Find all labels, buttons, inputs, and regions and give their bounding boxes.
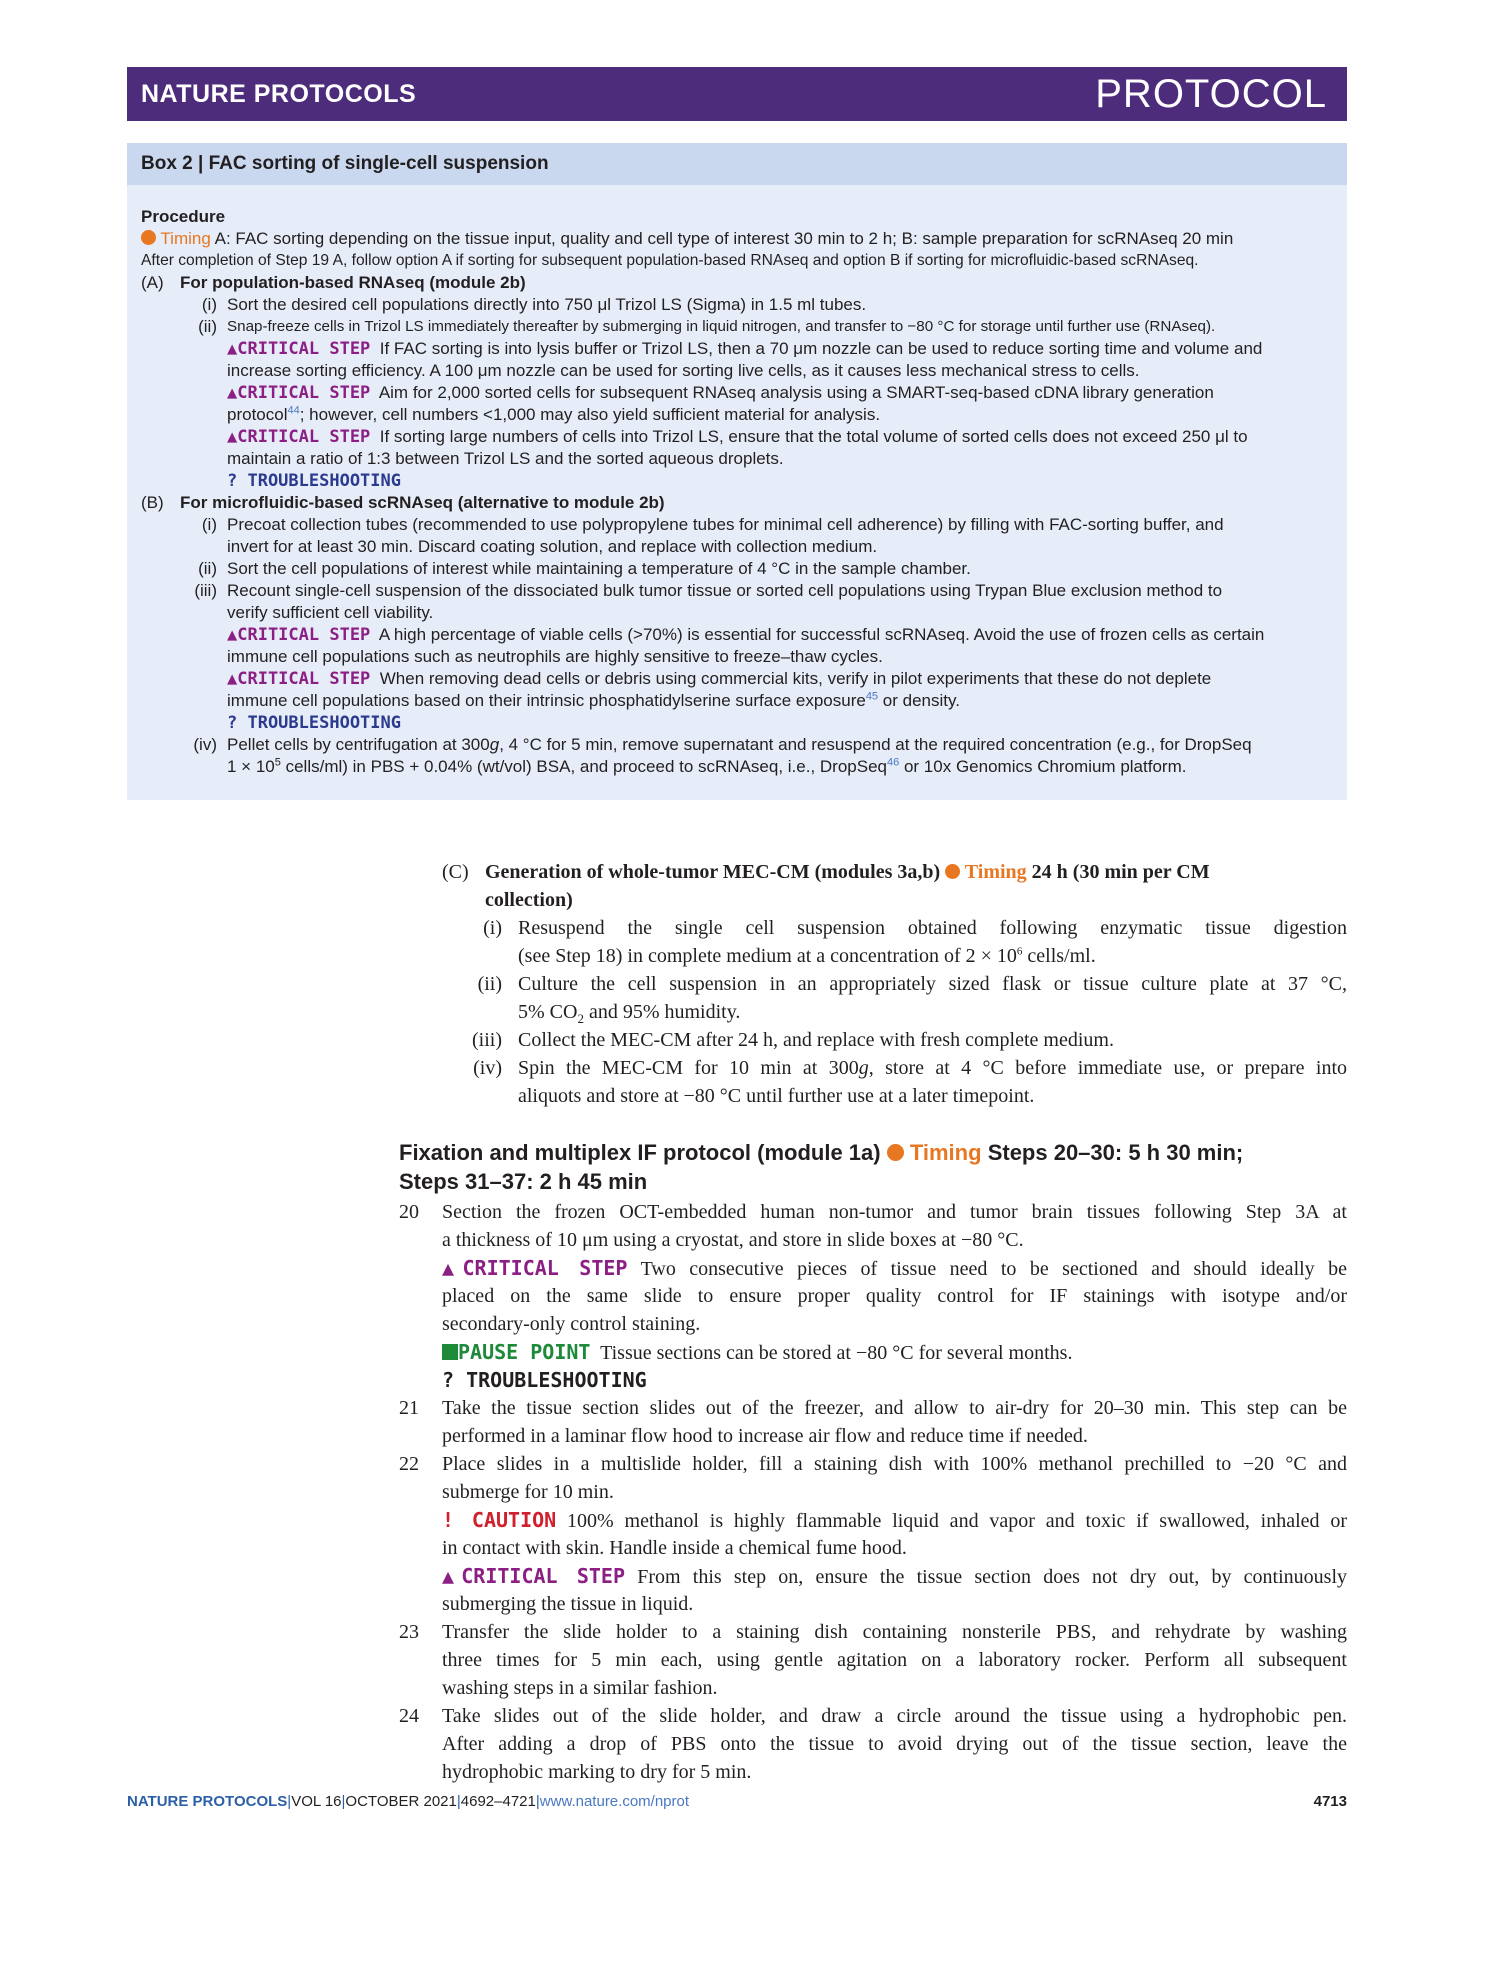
timing-text: A: FAC sorting depending on the tissue input, quality and cell type of interest 30 min to 2 h; B: sample preparation for scRNAseq 20 min xyxy=(214,229,1234,248)
text-segment: (C) xyxy=(442,861,469,883)
step-number: (iv) xyxy=(473,1057,502,1079)
critical-text: immune cell populations such as neutrophils are highly sensitive to freeze–thaw cycles. xyxy=(227,647,883,666)
critical-text: If FAC sorting is into lysis buffer or Trizol LS, then a 70 μm nozzle can be used to reduce sorting time and volume and xyxy=(379,339,1263,358)
step-number: 20 xyxy=(399,1201,419,1223)
box-timing-line xyxy=(141,228,1233,250)
fixation-heading-cont: Steps 31–37: 2 h 45 min xyxy=(399,1169,648,1194)
reference-link[interactable]: 46 xyxy=(887,756,900,769)
timing-dot-icon xyxy=(887,1144,904,1161)
caution-label: ! CAUTION xyxy=(442,1508,557,1532)
box-body xyxy=(127,185,1347,800)
reference-link[interactable]: 44 xyxy=(287,404,300,417)
critical-text: increase sorting efficiency. A 100 μm nozzle can be used for sorting live cells, as it causes less mechanical stress to cells. xyxy=(227,361,1140,380)
critical-text: Two consecutive pieces of tissue need to be sectioned and should ideally be xyxy=(640,1258,1348,1280)
text-segment: protocol xyxy=(227,405,288,424)
step-21-text: Take the tissue section slides out of the freezer, and allow to air-dry for 20–30 min. This step can be xyxy=(442,1397,1347,1419)
troubleshooting-link[interactable]: ? TROUBLESHOOTING xyxy=(442,1368,647,1392)
section-c-title-cont: collection) xyxy=(485,889,573,911)
critical-text xyxy=(227,404,880,426)
section-c-title xyxy=(485,858,1347,886)
text-segment: (see Step 18) in complete medium at a concentration of 2 × 10 xyxy=(518,945,1017,967)
text-segment: Fixation and multiplex IF protocol (module 1a) xyxy=(399,1140,881,1165)
article-type: PROTOCOL xyxy=(1095,72,1327,116)
box-title: Box 2 | FAC sorting of single-cell suspension xyxy=(141,153,549,174)
critical-text: A high percentage of viable cells (>70%) is essential for successful scRNAseq. Avoid the use of frozen cells as certain xyxy=(378,625,1265,644)
section-c-label xyxy=(442,858,469,886)
critical-text: placed on the same slide to ensure proper quality control for IF stainings with isotype and/or xyxy=(442,1285,1347,1307)
box-intro: After completion of Step 19 A, follow option A if sorting for subsequent population-based RNAseq and option B if sorting for microfluidic-based scRNAseq. xyxy=(141,252,1199,269)
option-b-step-iii-cont: verify sufficient cell viability. xyxy=(227,603,434,622)
critical-step-note xyxy=(227,668,1211,690)
timing-dot-icon xyxy=(141,230,156,245)
pause-text: Tissue sections can be stored at −80 °C for several months. xyxy=(600,1342,1073,1364)
step-24-text-cont: hydrophobic marking to dry for 5 min. xyxy=(442,1761,752,1783)
footer-volume: VOL 16 xyxy=(291,1793,342,1810)
step-23-text-cont: washing steps in a similar fashion. xyxy=(442,1677,718,1699)
footer-separator: | xyxy=(535,1793,540,1810)
step-24-text: Take slides out of the slide holder, and draw a circle around the tissue using a hydrophobic pen. xyxy=(442,1705,1347,1727)
fixation-heading xyxy=(399,1138,1243,1167)
footer-separator: | xyxy=(456,1793,461,1810)
caution-note xyxy=(442,1506,1347,1535)
option-b-step-iv-cont xyxy=(227,756,1186,778)
text-segment: immune cell populations based on their intrinsic phosphatidylserine surface exposure xyxy=(227,691,866,710)
text-segment: 24 h (30 min per CM xyxy=(1031,861,1210,883)
pause-point-note xyxy=(442,1338,1072,1367)
step-number: (ii) xyxy=(477,973,502,995)
text-segment: or 10x Genomics Chromium platform. xyxy=(899,757,1187,776)
step-number: (iii) xyxy=(472,1029,502,1051)
text-segment: or density. xyxy=(878,691,960,710)
caution-text: 100% methanol is highly flammable liquid and vapor and toxic if swallowed, inhaled or xyxy=(567,1510,1348,1532)
option-a-step-ii: Snap-freeze cells in Trizol LS immediately thereafter by submerging in liquid nitrogen, and transfer to −80 °C for storage until further use (RNAseq). xyxy=(227,318,1216,335)
step-20-text: Section the frozen OCT-embedded human non-tumor and tumor brain tissues following Step 3A at xyxy=(442,1201,1347,1223)
subscript: 2 xyxy=(577,1011,584,1026)
text-segment: , 4 °C for 5 min, remove supernatant and resuspend at the required concentration (e.g., for DropSeq xyxy=(499,735,1252,754)
step-number: (iii) xyxy=(194,581,217,600)
section-c-step-iv xyxy=(518,1054,1347,1082)
step-number: (iv) xyxy=(193,735,217,754)
step-23-text-cont: three times for 5 min each, using gentle agitation on a laboratory rocker. Perform all subsequent xyxy=(442,1649,1347,1671)
pause-point-label: PAUSE POINT xyxy=(458,1340,591,1364)
step-number: 24 xyxy=(399,1705,419,1727)
step-23-text: Transfer the slide holder to a staining dish containing nonsterile PBS, and rehydrate by washing xyxy=(442,1621,1347,1643)
section-c-step-ii: Culture the cell suspension in an appropriately sized flask or tissue culture plate at 37 °C, xyxy=(518,973,1347,995)
step-22-text: Place slides in a multislide holder, fill a staining dish with 100% methanol prechilled to −20 °C and xyxy=(442,1453,1347,1475)
critical-text: Aim for 2,000 sorted cells for subsequent RNAseq analysis using a SMART-seq-based cDNA library generation xyxy=(378,383,1214,402)
critical-step-note xyxy=(227,338,1262,360)
step-number: (i) xyxy=(483,917,502,939)
text-segment: ; however, cell numbers <1,000 may also yield sufficient material for analysis. xyxy=(299,405,881,424)
text-segment: Pellet cells by centrifugation at 300 xyxy=(227,735,490,754)
step-number: 21 xyxy=(399,1397,419,1419)
text-segment: , store at 4 °C before immediate use, or prepare into xyxy=(868,1057,1347,1079)
option-b-step-iii: Recount single-cell suspension of the dissociated bulk tumor tissue or sorted cell populations using Trypan Blue exclusion method to xyxy=(227,581,1223,600)
critical-step-label: ▲CRITICAL STEP xyxy=(227,383,371,403)
section-c-step-iii: Collect the MEC-CM after 24 h, and replace with fresh complete medium. xyxy=(518,1029,1114,1051)
critical-step-label: ▲CRITICAL STEP xyxy=(227,625,371,645)
pause-square-icon xyxy=(442,1344,458,1360)
option-b-step-i: Precoat collection tubes (recommended to use polypropylene tubes for minimal cell adherence) by filling with FAC-sorting buffer, and xyxy=(227,515,1224,534)
journal-header-bar xyxy=(127,67,1347,121)
text-segment: Spin the MEC-CM for 10 min at 300 xyxy=(518,1057,859,1079)
step-number: (i) xyxy=(201,515,217,534)
text-segment: cells/ml. xyxy=(1022,945,1096,967)
critical-text: If sorting large numbers of cells into Trizol LS, ensure that the total volume of sorted cells does not exceed 250 μl to xyxy=(379,427,1248,446)
footer-pages: 4692–4721 xyxy=(460,1793,536,1810)
option-a-step-i: Sort the desired cell populations directly into 750 μl Trizol LS (Sigma) in 1.5 ml tubes. xyxy=(227,295,867,314)
text-segment: Steps 20–30: 5 h 30 min; xyxy=(987,1140,1244,1165)
step-21-text-cont: performed in a laminar flow hood to increase air flow and reduce time if needed. xyxy=(442,1425,1088,1447)
text-segment: 1 × 10 xyxy=(227,757,275,776)
journal-name: NATURE PROTOCOLS xyxy=(141,80,417,108)
footer-citation xyxy=(127,1793,689,1811)
text-segment: cells/ml) in PBS + 0.04% (wt/vol) BSA, and proceed to scRNAseq, i.e., DropSeq xyxy=(280,757,887,776)
footer-separator: | xyxy=(341,1793,346,1810)
section-c-step-i: Resuspend the single cell suspension obtained following enzymatic tissue digestion xyxy=(518,917,1347,939)
option-a-title: For population-based RNAseq (module 2b) xyxy=(180,273,526,292)
troubleshooting-link[interactable]: ? TROUBLESHOOTING xyxy=(227,713,401,733)
reference-link[interactable]: 45 xyxy=(865,690,879,703)
section-c-step-iv-cont: aliquots and store at −80 °C until further use at a later timepoint. xyxy=(518,1085,1035,1107)
footer-separator: | xyxy=(287,1793,292,1810)
footer-date: OCTOBER 2021 xyxy=(345,1793,457,1810)
timing-label: Timing xyxy=(909,1140,982,1165)
critical-text xyxy=(227,690,960,712)
box-title-bar xyxy=(127,143,1347,185)
caution-text: in contact with skin. Handle inside a chemical fume hood. xyxy=(442,1537,907,1559)
procedure-label: Procedure xyxy=(141,207,226,226)
footer-journal: NATURE PROTOCOLS xyxy=(127,1793,288,1810)
option-b-title: For microfluidic-based scRNAseq (alternative to module 2b) xyxy=(180,493,665,512)
text-segment: g xyxy=(489,735,500,754)
critical-text: submerging the tissue in liquid. xyxy=(442,1593,694,1615)
critical-text: secondary-only control staining. xyxy=(442,1313,701,1335)
footer-url-link[interactable]: www.nature.com/nprot xyxy=(539,1793,690,1810)
step-number: (i) xyxy=(201,295,217,314)
step-number: 22 xyxy=(399,1453,419,1475)
critical-text: From this step on, ensure the tissue section does not dry out, by continuously xyxy=(637,1566,1348,1588)
critical-step-note xyxy=(227,426,1248,448)
option-a-label: (A) xyxy=(141,273,164,292)
timing-label: Timing xyxy=(964,861,1027,883)
option-b-step-iv xyxy=(227,734,1252,756)
text-segment: Generation of whole-tumor MEC-CM (modules 3a,b) xyxy=(485,861,941,883)
text-segment: 5% CO xyxy=(518,1001,578,1023)
text-segment: g xyxy=(858,1057,869,1079)
critical-step-label: ▲CRITICAL STEP xyxy=(227,339,371,359)
critical-step-note xyxy=(227,624,1264,646)
critical-step-note xyxy=(442,1254,1347,1283)
page-number: 4713 xyxy=(1313,1793,1347,1810)
step-number: (ii) xyxy=(198,559,217,578)
option-b-label: (B) xyxy=(141,493,164,512)
critical-step-note xyxy=(227,382,1214,404)
exponent: 5 xyxy=(274,756,281,769)
troubleshooting-link[interactable]: ? TROUBLESHOOTING xyxy=(227,471,401,491)
step-24-text-cont: After adding a drop of PBS onto the tissue to avoid drying out of the tissue section, leave the xyxy=(442,1733,1347,1755)
exponent: 6 xyxy=(1016,945,1023,958)
option-b-step-i-cont: invert for at least 30 min. Discard coating solution, and replace with collection medium. xyxy=(227,537,878,556)
step-number: 23 xyxy=(399,1621,419,1643)
critical-step-label: ▲CRITICAL STEP xyxy=(442,1564,625,1588)
section-c-step-i-cont xyxy=(518,942,1096,970)
step-22-text-cont: submerge for 10 min. xyxy=(442,1481,614,1503)
step-number: (ii) xyxy=(198,317,217,336)
critical-step-note xyxy=(442,1562,1347,1591)
critical-step-label: ▲CRITICAL STEP xyxy=(227,669,371,689)
step-20-text-cont: a thickness of 10 μm using a cryostat, and store in slide boxes at −80 °C. xyxy=(442,1229,1024,1251)
critical-text: When removing dead cells or debris using commercial kits, verify in pilot experiments that these do not deplete xyxy=(379,669,1212,688)
timing-label: Timing xyxy=(160,229,211,248)
critical-text: maintain a ratio of 1:3 between Trizol LS and the sorted aqueous droplets. xyxy=(227,449,784,468)
critical-step-label: ▲CRITICAL STEP xyxy=(442,1256,628,1280)
critical-step-label: ▲CRITICAL STEP xyxy=(227,427,371,447)
timing-dot-icon xyxy=(945,864,960,879)
text-segment: and 95% humidity. xyxy=(583,1001,741,1023)
option-b-step-ii: Sort the cell populations of interest while maintaining a temperature of 4 °C in the sample chamber. xyxy=(227,559,971,578)
